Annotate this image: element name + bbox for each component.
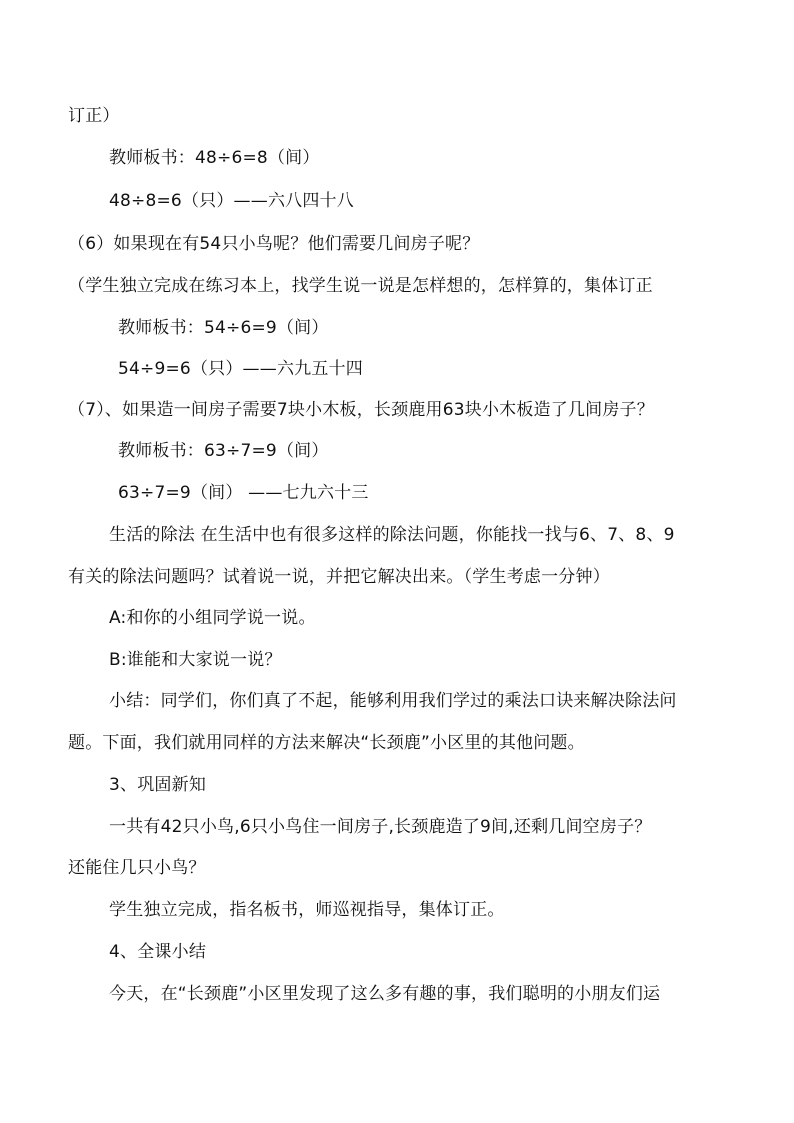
text-line-17: 3、巩固新知 — [109, 775, 207, 795]
text-line-20: 学生独立完成，指名板书，师巡视指导，集体订正。 — [109, 900, 505, 920]
text-line-11: 生活的除法 在生活中也有很多这样的除法问题，你能找一找与6、7、8、9 — [109, 525, 675, 545]
text-line-15: 小结：同学们，你们真了不起，能够利用我们学过的乘法口诀来解决除法问 — [109, 691, 677, 711]
text-line-3: 48÷8=6（只）——六八四十八 — [109, 191, 354, 211]
text-line-21: 4、全课小结 — [109, 942, 207, 962]
text-line-13: A:和你的小组同学说一说。 — [109, 608, 316, 628]
text-line-2: 教师板书：48÷6=8（间） — [109, 148, 320, 168]
text-line-7: 54÷9=6（只）——六九五十四 — [118, 359, 363, 379]
text-line-14: B:谁能和大家说一说？ — [109, 650, 282, 670]
text-line-4: （6）如果现在有54只小鸟呢？他们需要几间房子呢？ — [68, 234, 480, 254]
text-line-19: 还能住几只小鸟？ — [68, 858, 206, 878]
text-line-22: 今天，在“长颈鹿”小区里发现了这么多有趣的事，我们聪明的小朋友们运 — [109, 984, 661, 1004]
text-line-6: 教师板书：54÷6=9（间） — [118, 318, 329, 338]
text-line-16: 题。下面，我们就用同样的方法来解决“长颈鹿”小区里的其他问题。 — [68, 733, 585, 753]
text-line-10: 63÷7=9（间） ——七九六十三 — [118, 483, 369, 503]
text-line-1: 订正） — [68, 106, 120, 126]
text-line-8: （7）、如果造一间房子需要7块小木板，长颈鹿用63块小木板造了几间房子？ — [68, 400, 654, 420]
text-line-12: 有关的除法问题吗？试着说一说，并把它解决出来。（学生考虑一分钟） — [68, 567, 610, 587]
text-line-9: 教师板书：63÷7=9（间） — [118, 441, 329, 461]
text-line-5: （学生独立完成在练习本上，找学生说一说是怎样想的，怎样算的，集体订正 — [68, 276, 653, 296]
text-line-18: 一共有42只小鸟,6只小鸟住一间房子,长颈鹿造了9间,还剩几间空房子？ — [109, 817, 652, 837]
